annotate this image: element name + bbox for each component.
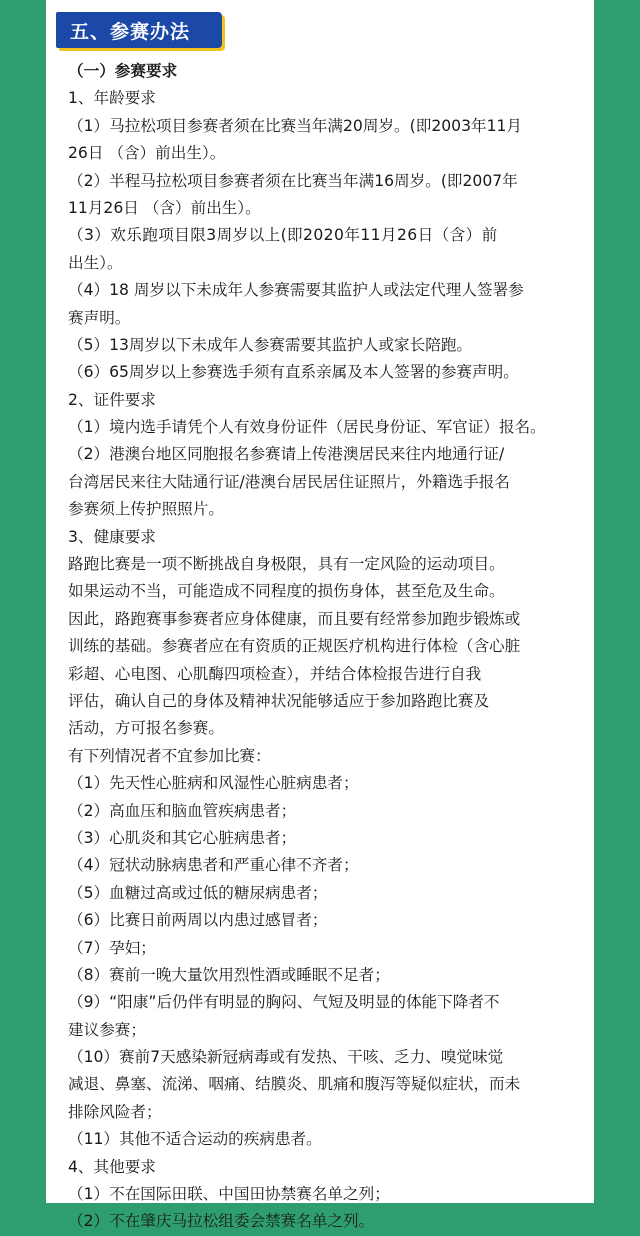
section-header-banner: [56, 12, 222, 48]
text-line: （3）欢乐跑项目限3周岁以上(即2020年11月26日（含）前: [68, 226, 498, 245]
item-heading-id: 2、证件要求: [68, 390, 156, 409]
list-item: （8）赛前一晚大量饮用烈性酒或睡眠不足者；: [68, 965, 390, 984]
list-item: （6）比赛日前两周以内患过感冒者；: [68, 911, 328, 930]
text-line: （5）13周岁以下未成年人参赛需要其监护人或家长陪跑。: [68, 335, 473, 354]
text-line: （4）18 周岁以下未成年人参赛需要其监护人或法定代理人签署参: [68, 281, 524, 300]
text-line: 训练的基础。参赛者应在有资质的正规医疗机构进行体检（含心脏: [68, 637, 521, 656]
text-line: （6）65周岁以上参赛选手须有直系亲属及本人签署的参赛声明。: [68, 363, 519, 382]
subsection-heading: （一）参赛要求: [68, 62, 178, 80]
rules-content: [68, 58, 578, 1236]
list-item: （4）冠状动脉病患者和严重心律不齐者；: [68, 856, 359, 875]
text-line: 赛声明。: [68, 308, 131, 327]
text-line: 11月26日 （含）前出生）。: [68, 198, 261, 217]
text-line: 因此，路跑赛事参赛者应身体健康，而且要有经常参加跑步锻炼或: [68, 609, 521, 628]
text-line: 台湾居民来往大陆通行证/港澳台居民居住证照片，外籍选手报名: [68, 472, 510, 491]
list-item: （2）高血压和脑血管疾病患者；: [68, 801, 297, 820]
list-item: 排除风险者；: [68, 1102, 162, 1121]
text-line: （1）境内选手请凭个人有效身份证件（居民身份证、军官证）报名。: [68, 418, 546, 437]
text-line: 彩超、心电图、心肌酶四项检查），并结合体检报告进行自我: [68, 664, 482, 683]
text-line: （2）港澳台地区同胞报名参赛请上传港澳居民来往内地通行证/: [68, 445, 505, 464]
text-line: 有下列情况者不宜参加比赛：: [68, 746, 271, 765]
list-item: 建议参赛；: [68, 1020, 146, 1039]
list-item: （11）其他不适合运动的疾病患者。: [68, 1130, 322, 1149]
item-heading-age: 1、年龄要求: [68, 89, 156, 108]
list-item: （9）“阳康”后仍伴有明显的胸闷、气短及明显的体能下降者不: [68, 993, 500, 1012]
text-line: 26日 （含）前出生）。: [68, 144, 226, 163]
text-line: （2）半程马拉松项目参赛者须在比赛当年满16周岁。(即2007年: [68, 171, 518, 190]
text-line: 路跑比赛是一项不断挑战自身极限，具有一定风险的运动项目。: [68, 555, 505, 574]
text-line: 出生）。: [68, 253, 123, 272]
section-title: 五、参赛办法: [70, 21, 191, 43]
text-line: 如果运动不当，可能造成不同程度的损伤身体，甚至危及生命。: [68, 582, 505, 601]
list-item: （10）赛前7天感染新冠病毒或有发热、干咳、乏力、嗅觉味觉: [68, 1048, 504, 1067]
list-item: （1）不在国际田联、中国田协禁赛名单之列；: [68, 1185, 390, 1204]
list-item: （7）孕妇；: [68, 938, 156, 957]
list-item: （2）不在肇庆马拉松组委会禁赛名单之列。: [68, 1212, 375, 1231]
item-heading-health: 3、健康要求: [68, 527, 156, 546]
text-line: 活动，方可报名参赛。: [68, 719, 224, 738]
list-item: 减退、鼻塞、流涕、咽痛、结膜炎、肌痛和腹泻等疑似症状，而未: [68, 1075, 521, 1094]
list-item: （5）血糖过高或过低的糖尿病患者；: [68, 883, 328, 902]
list-item: （3）心肌炎和其它心脏病患者；: [68, 828, 297, 847]
list-item: （1）先天性心脏病和风湿性心脏病患者；: [68, 774, 359, 793]
text-line: （1）马拉松项目参赛者须在比赛当年满20周岁。(即2003年11月: [68, 116, 523, 135]
text-line: 参赛须上传护照照片。: [68, 500, 224, 519]
item-heading-other: 4、其他要求: [68, 1157, 156, 1176]
text-line: 评估，确认自己的身体及精神状况能够适应于参加路跑比赛及: [68, 691, 490, 710]
